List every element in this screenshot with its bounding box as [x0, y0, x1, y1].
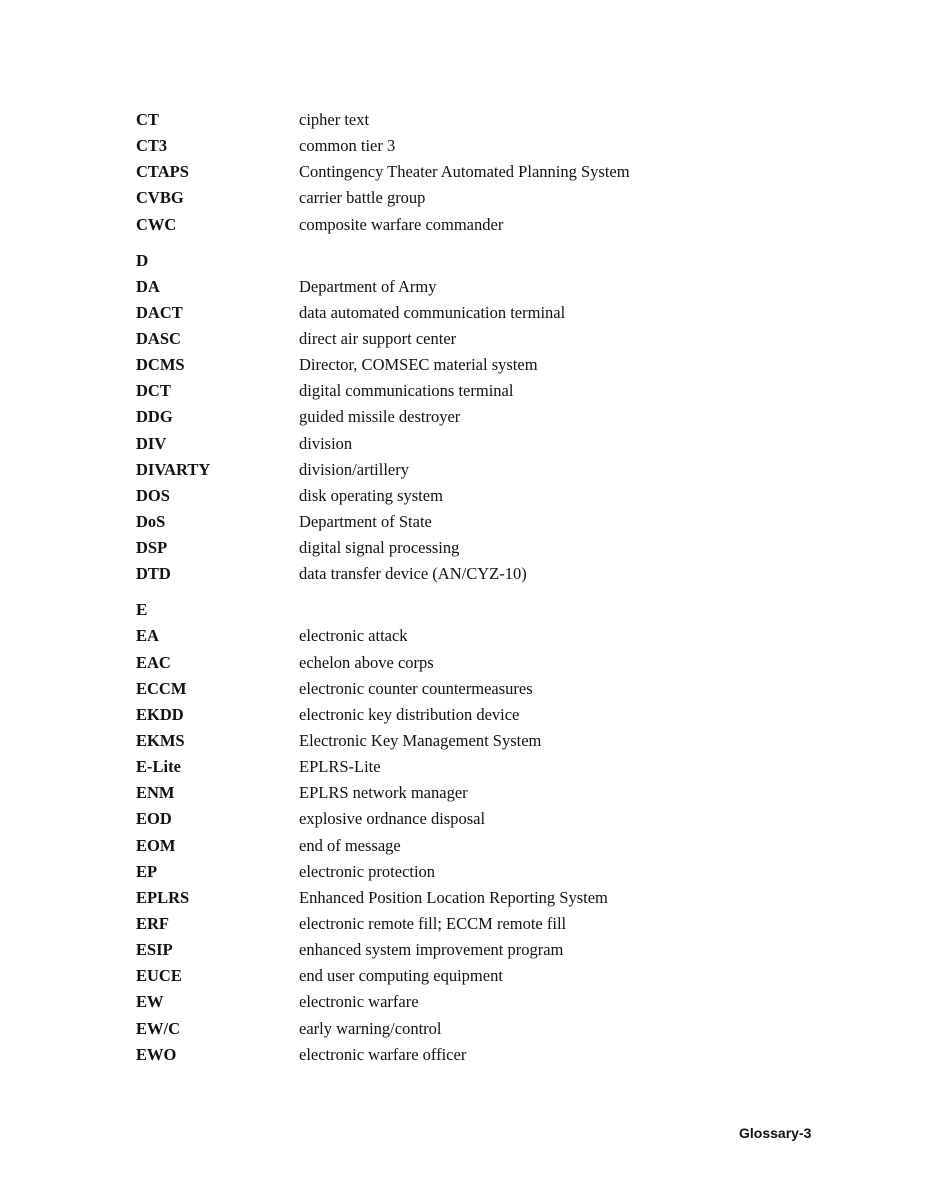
glossary-entry: [136, 676, 836, 702]
acronym-term: DSP: [136, 538, 168, 558]
acronym-term: CWC: [136, 214, 177, 234]
acronym-definition: cipher text: [299, 110, 370, 129]
glossary-entry: [136, 274, 836, 300]
acronym-definition: Director, COMSEC material system: [299, 355, 538, 375]
acronym-definition: explosive ordnance disposal: [299, 809, 486, 829]
acronym-term: E-Lite: [136, 757, 181, 777]
acronym-definition: electronic warfare: [299, 992, 419, 1012]
acronym-definition: echelon above corps: [299, 652, 434, 672]
glossary-entry: [136, 509, 836, 535]
glossary-entry: [136, 859, 836, 885]
section-letter-heading: D: [136, 250, 149, 270]
acronym-definition: digital signal processing: [299, 538, 460, 558]
acronym-definition: Enhanced Position Location Reporting System: [299, 887, 608, 907]
acronym-term: EKDD: [136, 704, 184, 724]
acronym-term: CTAPS: [136, 162, 189, 182]
acronym-term: ENM: [136, 783, 175, 803]
acronym-definition: EPLRS network manager: [299, 783, 468, 803]
acronym-term: DDG: [136, 407, 173, 427]
glossary-entry: [136, 702, 836, 728]
acronym-definition: EPLRS-Lite: [299, 757, 381, 777]
acronym-definition: Department of State: [299, 511, 432, 531]
acronym-term: CVBG: [136, 188, 184, 208]
acronym-term: DIVARTY: [136, 459, 211, 479]
acronym-term: ESIP: [136, 940, 173, 960]
glossary-entry: [136, 185, 836, 211]
acronym-definition: Contingency Theater Automated Planning System: [299, 162, 630, 182]
glossary-entry: [136, 159, 836, 185]
acronym-definition: end user computing equipment: [299, 966, 503, 986]
acronym-definition: early warning/control: [299, 1018, 442, 1038]
section-letter-heading: E: [136, 600, 148, 620]
glossary-entry: [136, 483, 836, 509]
glossary-entry: [136, 404, 836, 430]
acronym-term: ERF: [136, 913, 169, 933]
glossary-entry: [136, 937, 836, 963]
glossary-entry: [136, 728, 836, 754]
acronym-term: CT: [136, 110, 159, 129]
glossary-entry: [136, 885, 836, 911]
acronym-definition: electronic key distribution device: [299, 704, 520, 724]
glossary-entry: [136, 833, 836, 859]
acronym-definition: direct air support center: [299, 328, 457, 348]
acronym-definition: electronic protection: [299, 861, 436, 881]
acronym-definition: end of message: [299, 835, 401, 855]
acronym-definition: electronic warfare officer: [299, 1044, 467, 1064]
glossary-section: [136, 107, 836, 238]
page-footer-label: Glossary-3: [739, 1125, 812, 1141]
glossary-entry: [136, 1042, 836, 1068]
glossary-entry: [136, 650, 836, 676]
acronym-definition: digital communications terminal: [299, 381, 514, 401]
acronym-term: DA: [136, 276, 160, 296]
acronym-term: EPLRS: [136, 887, 190, 907]
acronym-definition: guided missile destroyer: [299, 407, 461, 427]
acronym-term: EW: [136, 992, 164, 1012]
acronym-definition: composite warfare commander: [299, 214, 504, 234]
acronym-definition: division: [299, 433, 353, 453]
acronym-term: EAC: [136, 652, 171, 672]
acronym-term: DTD: [136, 564, 171, 584]
glossary-entry: [136, 352, 836, 378]
acronym-term: CT3: [136, 136, 168, 156]
acronym-definition: electronic remote fill; ECCM remote fill: [299, 913, 567, 933]
glossary-entry: [136, 326, 836, 352]
glossary-entry: [136, 561, 836, 587]
glossary-entry: [136, 623, 836, 649]
acronym-definition: enhanced system improvement program: [299, 940, 564, 960]
acronym-definition: Department of Army: [299, 276, 437, 296]
glossary-entry: [136, 535, 836, 561]
acronym-term: DCMS: [136, 355, 185, 375]
acronym-term: ECCM: [136, 678, 187, 698]
acronym-definition: Electronic Key Management System: [299, 730, 542, 750]
acronym-term: EKMS: [136, 730, 185, 750]
acronym-definition: electronic attack: [299, 626, 408, 646]
acronym-definition: data transfer device (AN/CYZ-10): [299, 564, 527, 584]
glossary-entry: [136, 963, 836, 989]
glossary-entry: [136, 989, 836, 1015]
acronym-term: DoS: [136, 511, 166, 531]
acronym-term: EWO: [136, 1044, 177, 1064]
acronym-term: DCT: [136, 381, 171, 401]
glossary-entry: [136, 911, 836, 937]
glossary-entry: [136, 133, 836, 159]
acronym-term: DOS: [136, 485, 170, 505]
glossary-entry: [136, 431, 836, 457]
acronym-definition: electronic counter countermeasures: [299, 678, 533, 698]
acronym-term: EOD: [136, 809, 172, 829]
acronym-definition: disk operating system: [299, 485, 443, 505]
acronym-term: EP: [136, 861, 158, 881]
glossary-entry: [136, 378, 836, 404]
acronym-term: DACT: [136, 302, 183, 322]
glossary-section: [136, 597, 836, 1067]
acronym-definition: common tier 3: [299, 136, 396, 156]
glossary-entry: [136, 300, 836, 326]
glossary-entry: [136, 754, 836, 780]
glossary-section: [136, 248, 836, 588]
acronym-term: EUCE: [136, 966, 182, 986]
acronym-term: EOM: [136, 835, 176, 855]
glossary-entry: [136, 457, 836, 483]
acronym-term: EW/C: [136, 1018, 181, 1038]
acronym-term: DIV: [136, 433, 167, 453]
glossary-entry: [136, 806, 836, 832]
glossary-entry: [136, 107, 836, 133]
glossary-entry: [136, 212, 836, 238]
acronym-term: DASC: [136, 328, 181, 348]
acronym-term: EA: [136, 626, 159, 646]
acronym-definition: carrier battle group: [299, 188, 426, 208]
glossary-entry: [136, 1016, 836, 1042]
glossary-list: [136, 107, 836, 1068]
acronym-definition: division/artillery: [299, 459, 409, 479]
glossary-entry: [136, 780, 836, 806]
acronym-definition: data automated communication terminal: [299, 302, 566, 322]
